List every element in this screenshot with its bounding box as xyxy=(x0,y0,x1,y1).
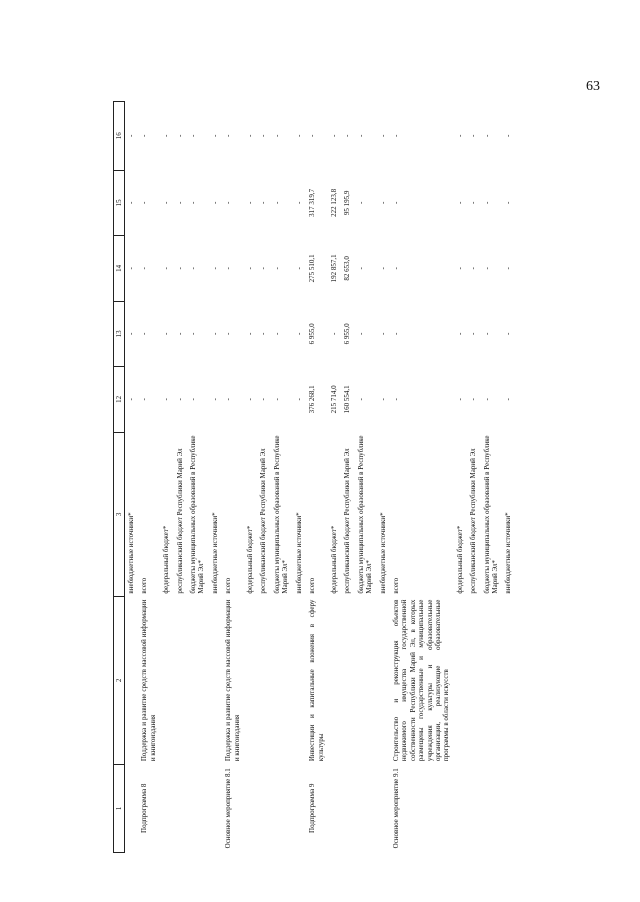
value-col-13-cell: - xyxy=(391,332,400,335)
funding-source-cell: федеральный бюджет* xyxy=(246,525,255,594)
value-col-16-cell: - xyxy=(482,134,491,137)
value-col-16-cell: - xyxy=(189,134,198,137)
table-row xyxy=(271,102,293,853)
value-col-14-cell: 82 653,0 xyxy=(343,256,352,281)
funding-source-cell: внебюджетные источники* xyxy=(378,512,387,594)
value-col-13-cell: - xyxy=(210,332,219,335)
program-code-cell xyxy=(125,764,139,852)
value-col-13-cell: - xyxy=(224,332,233,335)
value-col-15-cell: - xyxy=(189,201,198,204)
program-code-cell xyxy=(341,764,354,852)
funding-source-cell: республиканский бюджет Республики Марий Эл xyxy=(343,448,352,594)
program-code-cell xyxy=(209,764,222,852)
value-col-16-cell: - xyxy=(378,134,387,137)
table-row xyxy=(174,102,187,853)
value-col-15-cell: - xyxy=(210,201,219,204)
program-name-cell xyxy=(174,597,187,765)
value-col-13-cell: - xyxy=(175,332,184,335)
value-col-12-cell: - xyxy=(504,398,513,401)
value-col-16-cell: - xyxy=(272,134,281,137)
value-col-13-cell: - xyxy=(294,332,303,335)
value-col-12-cell: - xyxy=(127,398,135,401)
table-row xyxy=(125,102,139,853)
value-col-16-cell: - xyxy=(259,134,268,137)
rotated-table-container xyxy=(113,101,603,853)
value-col-13-cell: - xyxy=(356,332,365,335)
value-col-13-cell: - xyxy=(246,332,255,335)
program-name-cell xyxy=(187,597,209,765)
header-cell-col-16: 16 xyxy=(114,102,125,171)
value-col-14-cell: - xyxy=(504,267,513,270)
value-col-14-cell: - xyxy=(224,267,233,270)
value-col-15-cell: 222 123,8 xyxy=(329,188,338,217)
table-body xyxy=(125,102,516,853)
value-col-14-cell: - xyxy=(175,267,184,270)
table-row xyxy=(209,102,222,853)
funding-source-cell: внебюджетные источники* xyxy=(210,512,219,594)
header-cell-col-15: 15 xyxy=(114,170,125,236)
value-col-16-cell: - xyxy=(391,134,400,137)
value-col-16-cell: - xyxy=(308,134,317,137)
funding-source-cell: внебюджетные источники* xyxy=(504,512,513,594)
value-col-16-cell: - xyxy=(329,134,338,137)
value-col-14-cell: - xyxy=(189,267,198,270)
value-col-12-cell: - xyxy=(482,398,491,401)
table-row xyxy=(481,102,503,853)
program-name-cell xyxy=(454,597,467,765)
value-col-12-cell: - xyxy=(272,398,281,401)
value-col-15-cell: - xyxy=(469,201,478,204)
value-col-13-cell: - xyxy=(140,332,149,335)
program-code-cell: Подпрограмма 9 xyxy=(308,783,317,833)
value-col-13-cell: - xyxy=(127,332,135,335)
value-col-16-cell: - xyxy=(469,134,478,137)
program-code-cell xyxy=(174,764,187,852)
value-col-13-cell: - xyxy=(504,332,513,335)
header-cell-col-13: 13 xyxy=(114,301,125,367)
program-code-cell xyxy=(467,764,480,852)
value-col-14-cell: - xyxy=(455,267,464,270)
funding-source-cell: республиканский бюджет Республики Марий Эл xyxy=(469,448,478,594)
value-col-12-cell: - xyxy=(259,398,268,401)
value-col-12-cell: - xyxy=(224,398,233,401)
value-col-14-cell: - xyxy=(356,267,365,270)
table-row xyxy=(355,102,377,853)
value-col-13-cell: - xyxy=(259,332,268,335)
table-row xyxy=(502,102,515,853)
value-col-16-cell: - xyxy=(162,134,171,137)
value-col-16-cell: - xyxy=(246,134,255,137)
header-cell-col-14: 14 xyxy=(114,236,125,302)
page-number: 63 xyxy=(586,79,600,94)
funding-source-cell: республиканский бюджет Республики Марий Эл xyxy=(259,448,268,594)
value-col-13-cell: - xyxy=(482,332,491,335)
table-row xyxy=(306,102,328,853)
program-name-cell xyxy=(160,597,173,765)
header-cell-col-1: 1 xyxy=(114,764,125,852)
header-row xyxy=(114,102,125,853)
program-name-cell: Поддержка и развитие средств массовой информации и книгоиздания xyxy=(140,599,157,762)
program-code-cell xyxy=(271,764,293,852)
value-col-16-cell: - xyxy=(127,134,135,137)
value-col-16-cell: - xyxy=(343,134,352,137)
table-row xyxy=(257,102,270,853)
program-code-cell xyxy=(454,764,467,852)
value-col-12-cell: - xyxy=(378,398,387,401)
program-code-cell: Основное мероприятие 9.1 xyxy=(391,768,400,849)
value-col-15-cell: 317 319,7 xyxy=(308,188,317,217)
value-col-12-cell: - xyxy=(246,398,255,401)
value-col-15-cell: - xyxy=(162,201,171,204)
table-row xyxy=(138,102,160,853)
program-name-cell xyxy=(244,597,257,765)
value-col-16-cell: - xyxy=(210,134,219,137)
program-name-cell xyxy=(257,597,270,765)
table-row xyxy=(244,102,257,853)
table-row xyxy=(328,102,341,853)
header-cell-col-12: 12 xyxy=(114,367,125,433)
value-col-12-cell: 376 268,1 xyxy=(308,385,317,414)
program-code-cell xyxy=(328,764,341,852)
value-col-12-cell: - xyxy=(391,398,400,401)
funding-source-cell: всего xyxy=(140,577,149,594)
value-col-15-cell: - xyxy=(356,201,365,204)
program-name-cell: Поддержка и развитие средств массовой информации и книгоиздания xyxy=(224,599,241,762)
value-col-12-cell: - xyxy=(140,398,149,401)
value-col-13-cell: - xyxy=(329,332,338,335)
funding-source-cell: всего xyxy=(308,577,317,594)
header-cell-col-3: 3 xyxy=(114,432,125,597)
value-col-14-cell: - xyxy=(162,267,171,270)
value-col-15-cell: - xyxy=(482,201,491,204)
funding-source-cell: всего xyxy=(391,577,400,594)
program-name-cell xyxy=(502,597,515,765)
program-code-cell: Подпрограмма 8 xyxy=(140,783,149,833)
value-col-12-cell: - xyxy=(162,398,171,401)
program-name-cell xyxy=(377,597,390,765)
value-col-15-cell: 95 195,9 xyxy=(343,190,352,216)
funding-source-cell: федеральный бюджет* xyxy=(455,525,464,594)
program-name-cell xyxy=(328,597,341,765)
value-col-15-cell: - xyxy=(391,201,400,204)
funding-source-cell: федеральный бюджет* xyxy=(162,525,171,594)
program-name-cell xyxy=(467,597,480,765)
value-col-12-cell: - xyxy=(210,398,219,401)
program-code-cell xyxy=(160,764,173,852)
program-code-cell xyxy=(355,764,377,852)
program-code-cell xyxy=(502,764,515,852)
value-col-15-cell: - xyxy=(455,201,464,204)
value-col-12-cell: - xyxy=(469,398,478,401)
value-col-13-cell: - xyxy=(272,332,281,335)
value-col-12-cell: - xyxy=(175,398,184,401)
header-cell-col-2: 2 xyxy=(114,597,125,765)
value-col-15-cell: - xyxy=(246,201,255,204)
value-col-13-cell: - xyxy=(189,332,198,335)
program-name-cell xyxy=(481,597,503,765)
program-code-cell xyxy=(244,764,257,852)
value-col-12-cell: 215 714,0 xyxy=(329,385,338,414)
program-name-cell: Инвестиции и капитальные вложения в сферу культуры xyxy=(308,599,325,762)
funding-source-cell: бюджеты муниципальных образований в Республике Марий Эл* xyxy=(189,435,206,594)
table-row xyxy=(160,102,173,853)
value-col-15-cell: - xyxy=(175,201,184,204)
table-row xyxy=(222,102,244,853)
value-col-14-cell: - xyxy=(469,267,478,270)
program-name-cell xyxy=(355,597,377,765)
program-code-cell xyxy=(257,764,270,852)
table-row xyxy=(293,102,306,853)
program-code-cell xyxy=(481,764,503,852)
value-col-15-cell: - xyxy=(224,201,233,204)
value-col-16-cell: - xyxy=(356,134,365,137)
table-row xyxy=(390,102,454,853)
value-col-13-cell: - xyxy=(378,332,387,335)
table-row xyxy=(377,102,390,853)
value-col-15-cell: - xyxy=(140,201,149,204)
value-col-14-cell: - xyxy=(378,267,387,270)
funding-source-cell: республиканский бюджет Республики Марий Эл xyxy=(175,448,184,594)
value-col-14-cell: - xyxy=(272,267,281,270)
funding-source-cell: бюджеты муниципальных образований в Республике Марий Эл* xyxy=(272,435,290,594)
value-col-14-cell: 192 857,1 xyxy=(329,254,338,283)
value-col-13-cell: - xyxy=(455,332,464,335)
value-col-12-cell: - xyxy=(356,398,365,401)
funding-source-cell: федеральный бюджет* xyxy=(329,525,338,594)
value-col-15-cell: - xyxy=(504,201,513,204)
value-col-14-cell: - xyxy=(391,267,400,270)
table-row xyxy=(341,102,354,853)
funding-source-cell: внебюджетные источники* xyxy=(127,512,135,594)
program-name-cell xyxy=(293,597,306,765)
value-col-15-cell: - xyxy=(127,201,135,204)
value-col-14-cell: - xyxy=(140,267,149,270)
value-col-12-cell: - xyxy=(294,398,303,401)
value-col-14-cell: - xyxy=(127,267,135,270)
value-col-13-cell: - xyxy=(162,332,171,335)
value-col-14-cell: - xyxy=(294,267,303,270)
program-name-cell xyxy=(271,597,293,765)
value-col-16-cell: - xyxy=(455,134,464,137)
table-row xyxy=(454,102,467,853)
value-col-16-cell: - xyxy=(175,134,184,137)
funding-source-cell: внебюджетные источники* xyxy=(294,512,303,594)
program-name-cell xyxy=(209,597,222,765)
program-name-cell xyxy=(341,597,354,765)
funding-source-cell: всего xyxy=(224,577,233,594)
program-name-cell: Строительство и реконструкция объектов недвижимого имущества государственной собственности Республики Марий Эл, в которых размещены государственные и муниципальные учреждения культуры и образовательные организации, реализующие образовательные программы в области искусств xyxy=(391,599,451,762)
table-row xyxy=(467,102,480,853)
program-name-cell xyxy=(125,597,139,765)
funding-source-cell: бюджеты муниципальных образований в Республике Марий Эл* xyxy=(356,435,374,594)
program-code-cell: Основное мероприятие 8.1 xyxy=(224,768,233,849)
program-code-cell xyxy=(187,764,209,852)
budget-table xyxy=(113,101,516,853)
value-col-16-cell: - xyxy=(504,134,513,137)
value-col-14-cell: - xyxy=(210,267,219,270)
value-col-13-cell: 6 955,0 xyxy=(343,323,352,345)
program-code-cell xyxy=(293,764,306,852)
value-col-12-cell: 160 554,1 xyxy=(343,385,352,414)
value-col-16-cell: - xyxy=(224,134,233,137)
value-col-16-cell: - xyxy=(294,134,303,137)
funding-source-cell: бюджеты муниципальных образований в Республике Марий Эл* xyxy=(482,435,499,594)
value-col-15-cell: - xyxy=(259,201,268,204)
value-col-13-cell: - xyxy=(469,332,478,335)
value-col-15-cell: - xyxy=(294,201,303,204)
value-col-16-cell: - xyxy=(140,134,149,137)
value-col-14-cell: - xyxy=(246,267,255,270)
program-code-cell xyxy=(377,764,390,852)
value-col-14-cell: - xyxy=(482,267,491,270)
value-col-14-cell: - xyxy=(259,267,268,270)
value-col-12-cell: - xyxy=(189,398,198,401)
table-row xyxy=(187,102,209,853)
value-col-14-cell: 275 510,1 xyxy=(308,254,317,283)
value-col-13-cell: 6 955,0 xyxy=(308,323,317,345)
value-col-15-cell: - xyxy=(378,201,387,204)
value-col-15-cell: - xyxy=(272,201,281,204)
value-col-12-cell: - xyxy=(455,398,464,401)
